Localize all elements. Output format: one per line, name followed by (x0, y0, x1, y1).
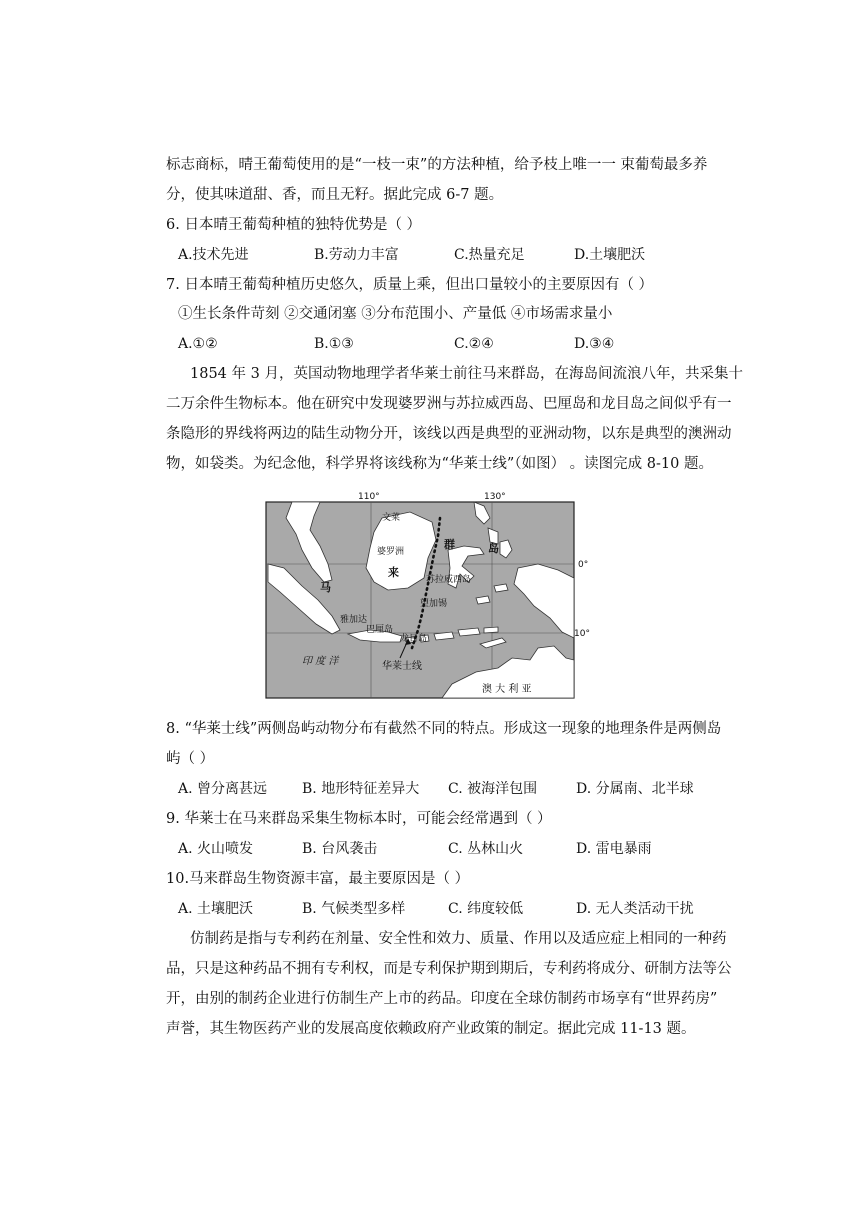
q7-option-b[interactable]: B.①③ (314, 336, 354, 352)
passage3-line-3: 开，由别的制药企业进行仿制生产上市的药品。印度在全球仿制药市场享有“世界药房” (166, 991, 718, 1007)
q9-option-d[interactable]: D. 雷电暴雨 (576, 841, 652, 857)
sulawesi-label: 苏拉威西岛 (426, 575, 472, 585)
q6-stem: 6. 日本晴王葡萄种植的独特优势是（ ） (166, 217, 422, 233)
q8-option-c[interactable]: C. 被海洋包围 (448, 781, 538, 797)
q6-option-c[interactable]: C.热量充足 (454, 247, 525, 263)
q10-option-d[interactable]: D. 无人类活动干扰 (576, 901, 694, 917)
q6-options (178, 245, 738, 265)
passage3-line-4: 声誉，其生物医药产业的发展高度依赖政府产业政策的制定。据此完成 11-13 题。 (166, 1021, 696, 1037)
q8-options (178, 779, 708, 799)
brunei-label: 文莱 (382, 513, 401, 523)
makassar-label: 望加锡 (420, 599, 448, 609)
q8-option-d[interactable]: D. 分属南、北半球 (576, 781, 694, 797)
q7-stem: 7. 日本晴王葡萄种植历史悠久，质量上乘，但出口量较小的主要原因有（ ） (166, 277, 654, 293)
q10-stem: 10.马来群岛生物资源丰富，最主要原因是（ ） (166, 871, 470, 887)
q9-stem: 9. 华莱士在马来群岛采集生物标本时，可能会经常遇到（ ） (166, 811, 552, 827)
lombok-label: 龙目岛 (400, 634, 428, 644)
q10-option-b[interactable]: B. 气候类型多样 (302, 901, 406, 917)
intro-line-1: 标志商标，晴王葡萄使用的是“一枝一束”的方法种植，给予枝上唯一一 束葡萄最多养 (166, 157, 708, 173)
jakarta-label: 雅加达 (340, 615, 368, 625)
q9-option-c[interactable]: C. 丛林山火 (448, 841, 524, 857)
passage3-line-2: 品，只是这种药品不拥有专利权，而是专利保护期到期后，专利药将成分、研制方法等公 (166, 961, 732, 977)
q9-option-b[interactable]: B. 台风袭击 (302, 841, 378, 857)
q7-conditions: ①生长条件苛刻 ②交通闭塞 ③分布范围小、产量低 ④市场需求量小 (178, 306, 613, 322)
lon-110-label: 110° (358, 492, 380, 502)
indian-ocean-label: 印 度 洋 (302, 656, 339, 667)
passage2-line-1: 1854 年 3 月，英国动物地理学者华莱士前往马来群岛，在海岛间流浪八年，共采集十 (190, 366, 743, 382)
passage2-line-2: 二万余件生物标本。他在研究中发现婆罗洲与苏拉威西岛、巴厘岛和龙目岛之间似乎有一 (166, 396, 732, 412)
australia-label: 澳 大 利 亚 (482, 684, 532, 695)
qun-label: 群 (444, 538, 455, 551)
wallace-line-label: 华莱士线 (382, 661, 422, 672)
q7-option-a[interactable]: A.①② (178, 336, 218, 352)
ma-label: 马 (320, 581, 331, 594)
lon-130-label: 130° (484, 492, 506, 502)
q7-option-c[interactable]: C.②④ (454, 336, 494, 352)
q10-option-a[interactable]: A. 土壤肥沃 (178, 901, 254, 917)
q6-option-a[interactable]: A.技术先进 (178, 247, 249, 263)
q10-options (178, 899, 708, 919)
q9-option-a[interactable]: A. 火山喷发 (178, 841, 254, 857)
lat-0-label: 0° (578, 560, 589, 570)
q8-option-b[interactable]: B. 地形特征差异大 (302, 781, 420, 797)
dao-label: 岛 (488, 542, 499, 555)
passage2-line-4: 物，如袋类。为纪念他，科学界将该线称为“华莱士线”（如图） 。读图完成 8-10 题。 (166, 456, 713, 472)
borneo-label: 婆罗洲 (377, 547, 405, 557)
lai-label: 来 (388, 566, 399, 579)
q7-options (178, 334, 738, 354)
intro-line-2: 分，使其味道甜、香，而且无籽。据此完成 6-7 题。 (166, 187, 504, 203)
passage3-line-1: 仿制药是指与专利药在剂量、安全性和效力、质量、作用以及适应症上相同的一种药 (190, 931, 727, 947)
q6-option-d[interactable]: D.土壤肥沃 (574, 247, 646, 263)
q9-options (178, 839, 708, 859)
bali-label: 巴厘岛 (366, 625, 394, 635)
lat-10-label: 10° (574, 629, 590, 639)
q8-stem-line-1: 8. “华莱士线”两侧岛屿动物分布有截然不同的特点。形成这一现象的地理条件是两侧岛 (166, 721, 722, 737)
wallace-line-map (262, 488, 592, 702)
q6-option-b[interactable]: B.劳动力丰富 (314, 247, 399, 263)
q10-option-c[interactable]: C. 纬度较低 (448, 901, 524, 917)
q7-option-d[interactable]: D.③④ (574, 336, 615, 352)
q8-stem-line-2: 屿（ ） (166, 751, 215, 767)
q8-option-a[interactable]: A. 曾分离甚远 (178, 781, 268, 797)
passage2-line-3: 条隐形的界线将两边的陆生动物分开，该线以西是典型的亚洲动物，以东是典型的澳洲动 (166, 426, 732, 442)
